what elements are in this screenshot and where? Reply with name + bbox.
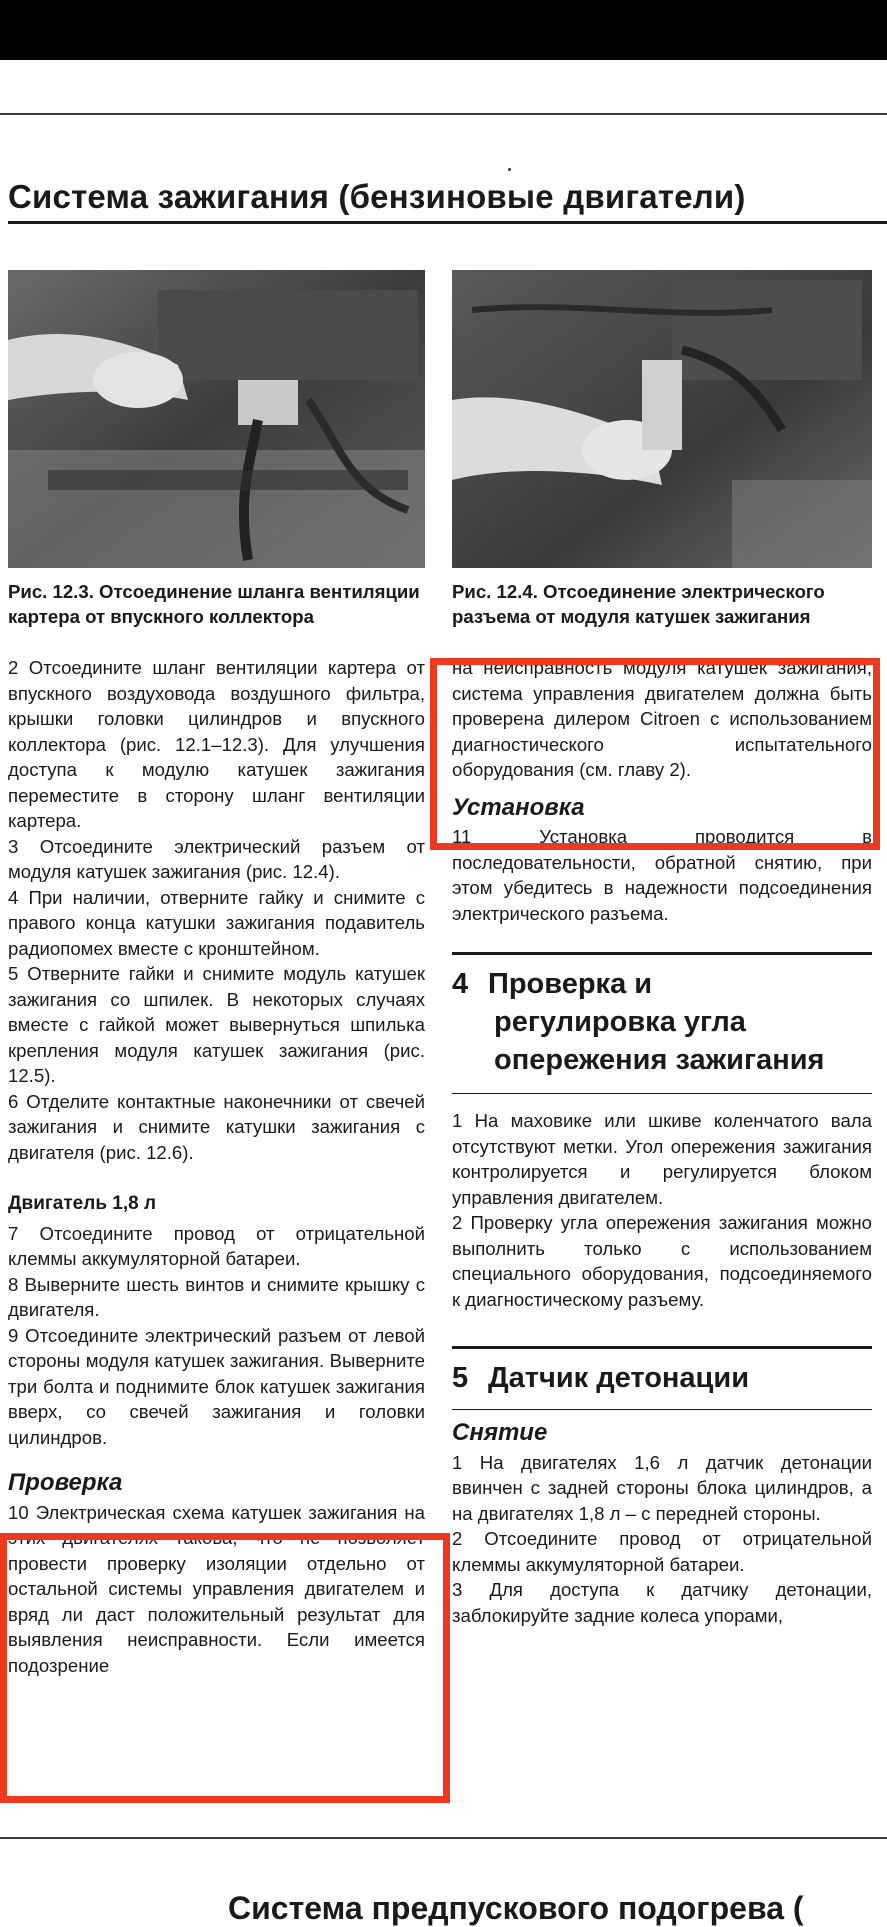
paragraph: 9 Отсоедините электрический разъем от левой стороны модуля катушек зажигания. Выверните три болта и поднимите блок катушек зажигания вверх, со свечей зажигания и головки цилиндров. <box>8 1324 425 1448</box>
paragraph: 4 При наличии, отверните гайку и снимите с правого конца катушки зажигания подавитель радиопомех вместе с кронштейном. <box>8 886 425 959</box>
paragraph: 1 На маховике или шкиве коленчатого вала отсутствуют метки. Угол опережения зажигания контролируется и регулируется блоком управления двигателем. <box>452 1110 872 1208</box>
figure-12-4-photo <box>452 270 872 568</box>
paragraph: 11 Установка проводится в последовательности, обратной снятию, при этом убедитесь в надежности подсоединения электрического разъема. <box>452 826 872 924</box>
page-top-divider <box>0 113 887 115</box>
paragraph: 2 Отсоедините провод от отрицательной клеммы аккумуляторной батареи. <box>452 1528 872 1575</box>
paragraph: 2 Отсоедините шланг вентиляции картера от впускного воздуховода воздушного фильтра, крышки головки цилиндров и впускного коллектора (рис. 12.1–12.3). Для улучшения доступа к модулю катушек зажигания переместите в сторону шланг вентиляции картера. <box>8 657 425 831</box>
section-number: 4 <box>452 968 469 1000</box>
paragraph: 1 На двигателях 1,6 л датчик детонации ввинчен с задней стороны блока цилиндров, а на двигателях 1,8 л – с передней стороны. <box>452 1451 872 1524</box>
removal-heading: Снятие <box>452 1419 548 1446</box>
highlight-box-right <box>430 658 880 850</box>
paragraph: 3 Отсоедините электрический разъем от модуля катушек зажигания (рис. 12.4). <box>8 835 425 882</box>
speck <box>508 168 511 171</box>
install-heading: Установка <box>452 793 585 821</box>
left-column <box>8 270 425 1678</box>
title-rule <box>8 221 887 224</box>
figure-12-4-caption: Рис. 12.4. Отсоединение электрического разъема от модуля катушек зажигания <box>452 581 825 627</box>
paragraph: 3 Для доступа к датчику детонации, заблокируйте задние колеса упорами, <box>452 1579 872 1626</box>
paragraph: 6 Отделите контактные наконечники от свечей зажигания и снимите катушки зажигания с двигателя (рис. 12.6). <box>8 1090 425 1163</box>
section-5 <box>452 1346 872 1397</box>
paragraph: 10 Электрическая схема катушек зажигания на этих двигателях такова, что не позволяет провести проверку изоляции отдельно от остальной системы управления двигателем и вряд ли даст положительный результат для выявления неисправности. Если имеется подозрение <box>8 1501 425 1676</box>
engine-heading: Двигатель 1,8 л <box>8 1193 157 1214</box>
highlight-box-left <box>0 1533 450 1803</box>
paragraph: 8 Выверните шесть винтов и снимите крышку с двигателя. <box>8 1273 425 1320</box>
section-4-title <box>452 965 872 1079</box>
section-4 <box>452 952 872 1079</box>
section-title-line: Датчик детонации <box>488 1362 750 1394</box>
section-title-line: опережения зажигания <box>494 1044 825 1076</box>
right-column <box>452 270 872 1628</box>
section-5-title <box>452 1359 872 1397</box>
section-title-line: регулировка угла <box>494 1006 746 1038</box>
paragraph: на неисправность модуля катушек зажигания, система управления двигателем должна быть проверена дилером Citroen с использованием диагностического испытательного оборудования (см. главу 2). <box>452 657 872 780</box>
next-page-title: Система предпускового подогрева ( <box>228 1890 804 1926</box>
paragraph: 7 Отсоедините провод от отрицательной клеммы аккумуляторной батареи. <box>8 1222 425 1269</box>
paragraph: 5 Отверните гайки и снимите модуль катушек зажигания со шпилек. В некоторых случаях вместе с гайкой может вывернуться шпилька крепления модуля катушек зажигания (рис. 12.5). <box>8 963 425 1086</box>
figure-12-3-caption: Рис. 12.3. Отсоединение шланга вентиляции картера от впускного коллектора <box>8 581 420 627</box>
page-bottom-divider <box>0 1837 887 1839</box>
paragraph: 2 Проверку угла опережения зажигания можно выполнить только с использованием специального оборудования, подсоединяемого к диагностическому разъему. <box>452 1212 872 1310</box>
section-title-line: Проверка и <box>488 968 653 1000</box>
status-bar <box>0 0 887 60</box>
figure-12-3-photo <box>8 270 425 568</box>
section-number: 5 <box>452 1362 469 1394</box>
page-title: Система зажигания (бензиновые двигатели) <box>8 178 746 215</box>
check-heading: Проверка <box>8 1469 123 1496</box>
